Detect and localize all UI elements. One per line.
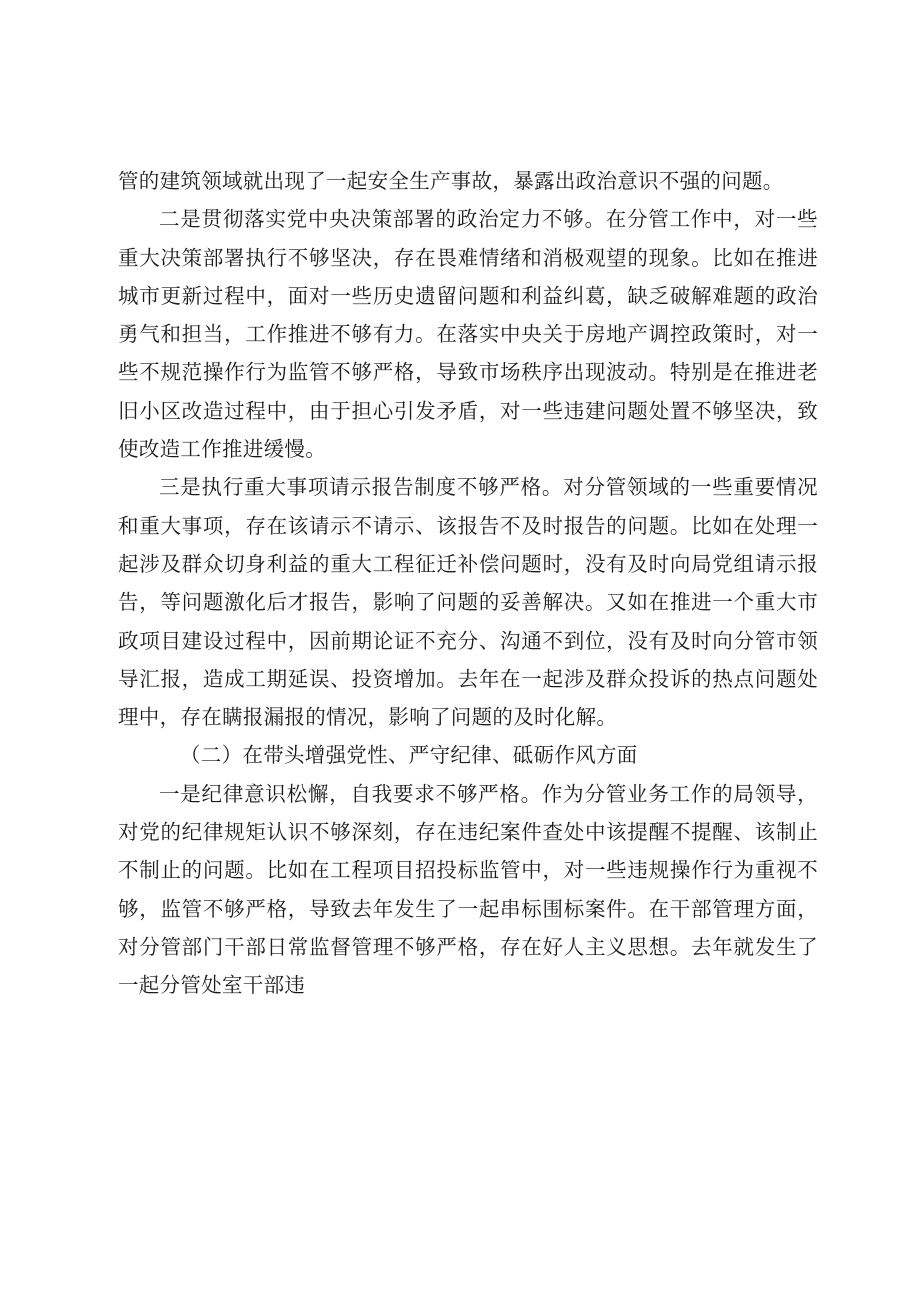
document-body [118,162,818,1005]
paragraph-discipline-point-one: 一是纪律意识松懈，自我要求不够严格。作为分管业务工作的局领导，对党的纪律规矩认识不够深刻，存在违纪案件查处中该提醒不提醒、该制止不制止的问题。比如在工程项目招投标监管中，对一些违规操作行为重视不够，监管不够严格，导致去年发生了一起串标围标案件。在干部管理方面，对分管部门干部日常监督管理不够严格，存在好人主义思想。去年就发生了一起分管处室干部违 [118,781,818,998]
paragraph-point-three: 三是执行重大事项请示报告制度不够严格。对分管领域的一些重要情况和重大事项，存在该请示不请示、该报告不及时报告的问题。比如在处理一起涉及群众切身利益的重大工程征迁补偿问题时，没有及时向局党组请示报告，等问题激化后才报告，影响了问题的妥善解决。又如在推进一个重大市政项目建设过程中，因前期论证不充分、沟通不到位，没有及时向分管市领导汇报，造成工期延误、投资增加。去年在一起涉及群众投诉的热点问题处理中，存在瞒报漏报的情况，影响了问题的及时化解。 [118,475,818,730]
paragraph-continuation: 管的建筑领域就出现了一起安全生产事故，暴露出政治意识不强的问题。 [118,169,784,193]
paragraph-point-two: 二是贯彻落实党中央决策部署的政治定力不够。在分管工作中，对一些重大决策部署执行不够坚决，存在畏难情绪和消极观望的现象。比如在推进城市更新过程中，面对一些历史遗留问题和利益纠葛，缺乏破解难题的政治勇气和担当，工作推进不够有力。在落实中央关于房地产调控政策时，对一些不规范操作行为监管不够严格，导致市场秩序出现波动。特别是在推进老旧小区改造过程中，由于担心引发矛盾，对一些违建问题处置不够坚决，致使改造工作推进缓慢。 [118,207,818,462]
section-heading: （二）在带头增强党性、严守纪律、砥砺作风方面 [180,743,638,768]
